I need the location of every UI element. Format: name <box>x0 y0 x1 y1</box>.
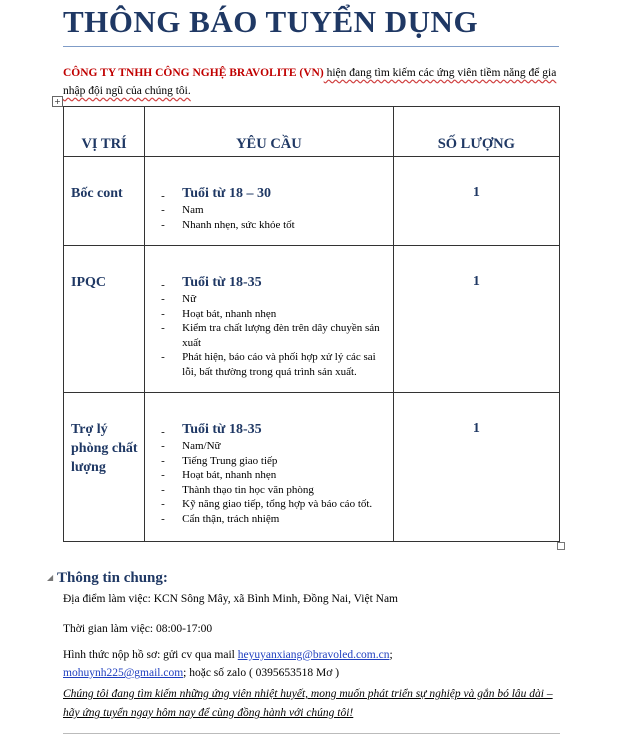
list-item: - Kỹ năng giao tiếp, tổng hợp và báo cáo tốt. <box>157 497 387 512</box>
zalo-contact: ; hoặc số zalo ( 0395653518 Mơ ) <box>183 667 340 679</box>
requirements-cell <box>145 246 394 393</box>
intro-paragraph <box>63 64 563 100</box>
age-requirement: - Tuổi từ 18-35 <box>157 420 387 439</box>
table-move-handle-icon[interactable]: + <box>52 96 63 107</box>
quantity-cell: 1 <box>393 393 559 542</box>
table-resize-handle-icon[interactable] <box>557 542 565 550</box>
list-item: - Nam <box>157 203 387 218</box>
requirements-cell <box>145 393 394 542</box>
email-link-2[interactable]: mohuynh225@gmail.com <box>63 667 184 679</box>
list-item: - Thành thạo tin học văn phòng <box>157 483 387 498</box>
separator: ; <box>389 649 393 661</box>
list-item: - Kiểm tra chất lượng đèn trên dây chuyền sản xuất <box>157 321 387 350</box>
email-link-1[interactable]: heyuyanxiang@bravoled.com.cn <box>237 649 390 661</box>
intro-text: hiện đang tìm kiếm các ứng viên tiềm năng để gia nhập đội ngũ của chúng tôi. <box>63 67 557 97</box>
apply-method-line2 <box>63 664 339 682</box>
list-item: - Phát hiện, báo cáo và phối hợp xử lý các sai lỗi, bất thường trong quá trình sản xuất. <box>157 350 387 379</box>
jobs-table <box>63 106 560 542</box>
work-hours: Thời gian làm việc: 08:00-17:00 <box>63 623 213 635</box>
page-title: THÔNG BÁO TUYỂN DỤNG <box>63 4 479 39</box>
general-info-heading-text: Thông tin chung: <box>57 570 168 586</box>
position-cell: Bốc cont <box>64 157 145 246</box>
title-underline <box>63 46 559 47</box>
quantity-cell: 1 <box>393 157 559 246</box>
page-bottom-rule <box>63 733 560 734</box>
header-requirements: YÊU CẦU <box>145 107 394 157</box>
quantity-cell: 1 <box>393 246 559 393</box>
table-row <box>64 157 560 246</box>
list-item: - Nam/Nữ <box>157 439 387 454</box>
header-position: VỊ TRÍ <box>64 107 145 157</box>
list-item: - Nhanh nhẹn, sức khỏe tốt <box>157 218 387 233</box>
position-cell: IPQC <box>64 246 145 393</box>
header-quantity: SỐ LƯỢNG <box>393 107 559 157</box>
work-location: Địa điểm làm việc: KCN Sông Mây, xã Bình Minh, Đồng Nai, Việt Nam <box>63 593 399 605</box>
company-name: CÔNG TY TNHH CÔNG NGHỆ BRAVOLITE (VN) <box>63 67 324 79</box>
position-cell: Trợ lý phòng chất lượng <box>64 393 145 542</box>
apply-method-line1 <box>63 646 393 664</box>
table-header-row <box>64 107 560 157</box>
closing-statement: Chúng tôi đang tìm kiếm những ứng viên nhiệt huyết, mong muốn phát triển sự nghiệp và gắn bó lâu dài – hãy ứng tuyển ngay hôm nay để cùng đồng hành với chúng tôi! <box>63 688 553 719</box>
list-item: - Hoạt bát, nhanh nhẹn <box>157 307 387 322</box>
list-item: - Tiếng Trung giao tiếp <box>157 454 387 469</box>
age-requirement: - Tuổi từ 18-35 <box>157 273 387 292</box>
list-item: - Nữ <box>157 292 387 307</box>
requirements-cell <box>145 157 394 246</box>
list-item: - Cẩn thận, trách nhiệm <box>157 512 387 527</box>
table-row <box>64 393 560 542</box>
list-item: - Hoạt bát, nhanh nhẹn <box>157 468 387 483</box>
age-requirement: - Tuổi từ 18 – 30 <box>157 184 387 203</box>
general-info-heading <box>47 570 168 587</box>
apply-prefix: Hình thức nộp hồ sơ: gửi cv qua mail <box>63 649 238 661</box>
table-row <box>64 246 560 393</box>
collapse-triangle-icon[interactable]: ◢ <box>47 573 54 582</box>
